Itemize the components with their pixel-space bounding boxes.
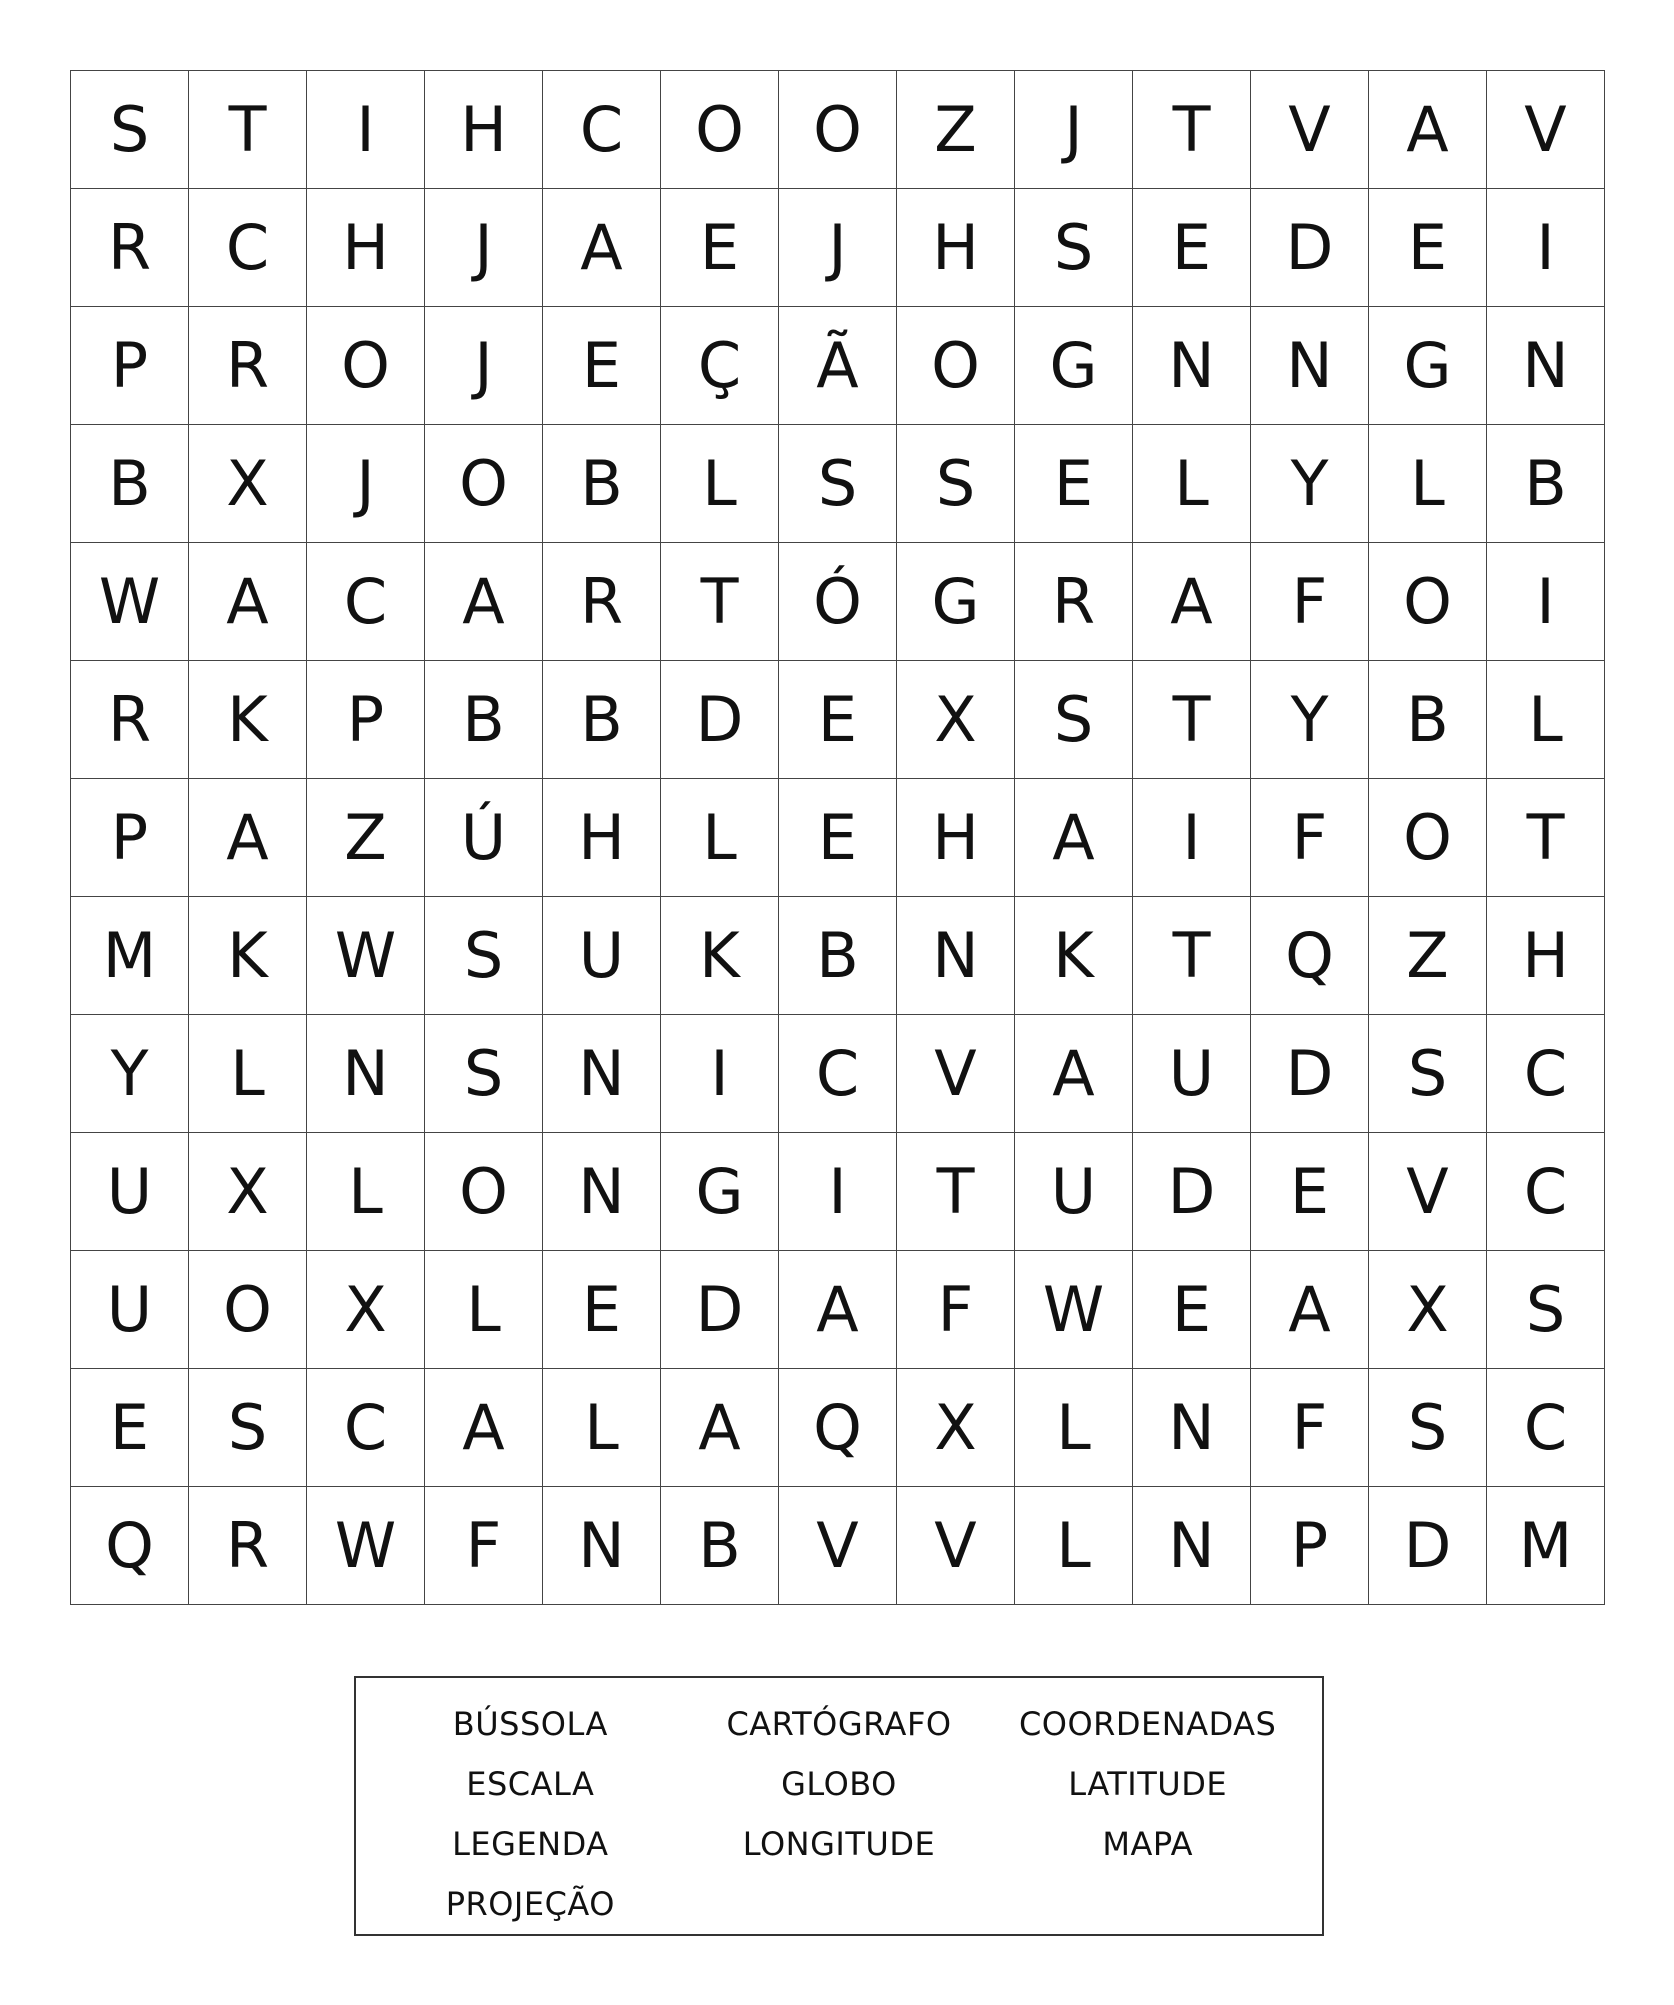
grid-cell[interactable]: D [661,661,779,779]
grid-cell[interactable]: E [1369,189,1487,307]
grid-cell[interactable]: S [779,425,897,543]
grid-cell[interactable]: B [543,661,661,779]
grid-cell[interactable]: W [307,1487,425,1605]
grid-cell[interactable]: Ú [425,779,543,897]
grid-cell[interactable]: Y [1251,661,1369,779]
grid-cell[interactable]: F [1251,1369,1369,1487]
grid-cell[interactable]: M [1487,1487,1605,1605]
grid-cell[interactable]: E [543,307,661,425]
grid-cell[interactable]: F [425,1487,543,1605]
grid-cell[interactable]: Z [897,71,1015,189]
grid-cell[interactable]: L [307,1133,425,1251]
grid-cell[interactable]: A [1015,1015,1133,1133]
grid-cell[interactable]: E [1133,1251,1251,1369]
grid-cell[interactable]: A [425,1369,543,1487]
grid-cell[interactable]: B [1369,661,1487,779]
grid-cell[interactable]: O [189,1251,307,1369]
grid-cell[interactable]: V [1487,71,1605,189]
grid-cell[interactable]: Q [779,1369,897,1487]
grid-cell[interactable]: C [543,71,661,189]
grid-cell[interactable]: A [189,779,307,897]
grid-cell[interactable]: T [1133,71,1251,189]
grid-cell[interactable]: L [661,779,779,897]
grid-cell[interactable]: U [71,1251,189,1369]
grid-cell[interactable]: N [1133,1369,1251,1487]
grid-cell[interactable]: H [307,189,425,307]
grid-cell[interactable]: B [779,897,897,1015]
word-list-item: LATITUDE [1068,1765,1228,1803]
grid-cell[interactable]: T [661,543,779,661]
grid-cell[interactable]: X [1369,1251,1487,1369]
grid-cell[interactable]: A [1133,543,1251,661]
grid-cell[interactable]: A [189,543,307,661]
grid-cell[interactable]: O [307,307,425,425]
word-list-item: LONGITUDE [742,1825,936,1863]
grid-cell[interactable]: C [1487,1369,1605,1487]
grid-cell[interactable]: E [71,1369,189,1487]
grid-cell[interactable]: O [897,307,1015,425]
grid-cell[interactable]: Z [307,779,425,897]
grid-cell[interactable]: O [661,71,779,189]
grid-cell[interactable]: I [1487,543,1605,661]
grid-cell[interactable]: L [1487,661,1605,779]
grid-cell[interactable]: F [897,1251,1015,1369]
word-list [354,1676,1324,1936]
grid-cell[interactable]: A [543,189,661,307]
grid-cell[interactable]: Z [1369,897,1487,1015]
grid-cell[interactable]: R [1015,543,1133,661]
grid-cell[interactable]: J [425,189,543,307]
grid-cell[interactable]: P [307,661,425,779]
word-list-item: COORDENADAS [1018,1705,1277,1743]
grid-cell[interactable]: U [71,1133,189,1251]
grid-cell[interactable]: S [897,425,1015,543]
grid-cell[interactable]: R [189,307,307,425]
grid-cell[interactable]: C [1487,1015,1605,1133]
grid-cell[interactable]: B [661,1487,779,1605]
grid-cell[interactable]: Ç [661,307,779,425]
grid-cell[interactable]: S [189,1369,307,1487]
grid-cell[interactable]: N [543,1487,661,1605]
grid-cell[interactable]: C [307,543,425,661]
grid-cell[interactable]: R [71,661,189,779]
grid-cell[interactable]: G [897,543,1015,661]
grid-cell[interactable]: O [1369,543,1487,661]
grid-cell[interactable]: N [1251,307,1369,425]
grid-cell[interactable]: S [1015,661,1133,779]
grid-cell[interactable]: E [661,189,779,307]
grid-cell[interactable]: F [1251,543,1369,661]
grid-cell[interactable]: J [307,425,425,543]
grid-cell[interactable]: C [189,189,307,307]
grid-cell[interactable]: C [779,1015,897,1133]
grid-cell[interactable]: T [1133,661,1251,779]
grid-cell[interactable]: E [543,1251,661,1369]
grid-cell[interactable]: H [425,71,543,189]
grid-cell[interactable]: D [1251,189,1369,307]
grid-cell[interactable]: I [307,71,425,189]
grid-cell[interactable]: V [897,1015,1015,1133]
grid-cell[interactable]: A [1015,779,1133,897]
word-list-item: PROJEÇÃO [445,1885,615,1923]
grid-cell[interactable]: D [661,1251,779,1369]
grid-cell[interactable]: L [1015,1487,1133,1605]
grid-cell[interactable]: B [71,425,189,543]
grid-cell[interactable]: J [779,189,897,307]
grid-cell[interactable]: N [1487,307,1605,425]
grid-cell[interactable]: U [1133,1015,1251,1133]
grid-cell[interactable]: Ó [779,543,897,661]
grid-cell[interactable]: T [1133,897,1251,1015]
grid-cell[interactable]: G [661,1133,779,1251]
grid-cell[interactable]: T [189,71,307,189]
grid-cell[interactable]: A [779,1251,897,1369]
grid-cell[interactable]: S [1369,1369,1487,1487]
grid-cell[interactable]: C [307,1369,425,1487]
grid-cell[interactable]: S [71,71,189,189]
grid-cell[interactable]: P [71,779,189,897]
grid-cell[interactable]: B [543,425,661,543]
grid-cell[interactable]: L [425,1251,543,1369]
grid-cell[interactable]: W [307,897,425,1015]
grid-cell[interactable]: L [1133,425,1251,543]
grid-cell[interactable]: E [1015,425,1133,543]
grid-cell[interactable]: C [1487,1133,1605,1251]
grid-cell[interactable]: Y [1251,425,1369,543]
grid-cell[interactable]: H [543,779,661,897]
grid-cell[interactable]: X [897,661,1015,779]
grid-cell[interactable]: I [779,1133,897,1251]
grid-cell[interactable]: X [307,1251,425,1369]
grid-cell[interactable]: Q [71,1487,189,1605]
grid-cell[interactable]: N [1133,307,1251,425]
grid-cell[interactable]: E [1133,189,1251,307]
grid-cell[interactable]: V [1369,1133,1487,1251]
grid-cell[interactable]: S [1369,1015,1487,1133]
grid-cell[interactable]: S [1487,1251,1605,1369]
grid-cell[interactable]: H [897,189,1015,307]
grid-cell[interactable]: O [425,1133,543,1251]
grid-cell[interactable]: V [779,1487,897,1605]
grid-cell[interactable]: O [425,425,543,543]
grid-cell[interactable]: K [189,897,307,1015]
grid-cell[interactable]: N [543,1133,661,1251]
grid-cell[interactable]: H [897,779,1015,897]
grid-cell[interactable]: I [661,1015,779,1133]
grid-cell[interactable]: L [661,425,779,543]
grid-cell[interactable]: R [71,189,189,307]
word-list-item: ESCALA [466,1765,595,1803]
grid-cell[interactable]: U [543,897,661,1015]
grid-cell[interactable]: I [1487,189,1605,307]
grid-cell[interactable]: F [1251,779,1369,897]
grid-cell[interactable]: O [779,71,897,189]
grid-cell[interactable]: K [189,661,307,779]
grid-cell[interactable]: E [779,779,897,897]
grid-cell[interactable]: W [1015,1251,1133,1369]
grid-cell[interactable]: K [1015,897,1133,1015]
grid-cell[interactable]: A [1251,1251,1369,1369]
grid-cell[interactable]: R [189,1487,307,1605]
grid-cell[interactable]: L [1369,425,1487,543]
grid-cell[interactable]: E [1251,1133,1369,1251]
grid-cell[interactable]: L [543,1369,661,1487]
grid-cell[interactable]: S [425,1015,543,1133]
grid-cell[interactable]: T [897,1133,1015,1251]
word-list-item: LEGENDA [452,1825,609,1863]
grid-cell[interactable]: S [1015,189,1133,307]
grid-cell[interactable]: S [425,897,543,1015]
grid-cell[interactable]: X [897,1369,1015,1487]
grid-cell[interactable]: Ã [779,307,897,425]
grid-cell[interactable]: U [1015,1133,1133,1251]
grid-cell[interactable]: T [1487,779,1605,897]
grid-cell[interactable]: V [897,1487,1015,1605]
grid-cell[interactable]: L [189,1015,307,1133]
grid-cell[interactable]: G [1369,307,1487,425]
grid-cell[interactable]: Q [1251,897,1369,1015]
grid-cell[interactable]: N [307,1015,425,1133]
grid-cell[interactable]: R [543,543,661,661]
grid-cell[interactable]: I [1133,779,1251,897]
grid-cell[interactable]: A [1369,71,1487,189]
word-list-item: BÚSSOLA [452,1705,608,1743]
grid-cell[interactable]: B [1487,425,1605,543]
grid-cell[interactable]: D [1133,1133,1251,1251]
grid-cell[interactable]: M [71,897,189,1015]
word-list-item: GLOBO [781,1765,897,1803]
grid-cell[interactable]: A [425,543,543,661]
letter-grid [70,70,1605,1605]
grid-cell[interactable]: X [189,425,307,543]
grid-cell[interactable]: H [1487,897,1605,1015]
grid-cell[interactable]: Y [71,1015,189,1133]
word-list-item: CARTÓGRAFO [726,1705,952,1743]
grid-cell[interactable]: P [71,307,189,425]
grid-cell[interactable]: J [1015,71,1133,189]
grid-cell[interactable]: G [1015,307,1133,425]
grid-cell[interactable]: N [1133,1487,1251,1605]
grid-cell[interactable]: E [779,661,897,779]
grid-cell[interactable]: N [897,897,1015,1015]
grid-cell[interactable]: D [1251,1015,1369,1133]
grid-cell[interactable]: V [1251,71,1369,189]
grid-cell[interactable]: P [1251,1487,1369,1605]
grid-cell[interactable]: W [71,543,189,661]
grid-cell[interactable]: J [425,307,543,425]
grid-cell[interactable]: O [1369,779,1487,897]
grid-cell[interactable]: A [661,1369,779,1487]
grid-cell[interactable]: X [189,1133,307,1251]
grid-cell[interactable]: D [1369,1487,1487,1605]
grid-cell[interactable]: K [661,897,779,1015]
grid-cell[interactable]: B [425,661,543,779]
word-list-item: MAPA [1102,1825,1193,1863]
grid-cell[interactable]: L [1015,1369,1133,1487]
grid-cell[interactable]: N [543,1015,661,1133]
